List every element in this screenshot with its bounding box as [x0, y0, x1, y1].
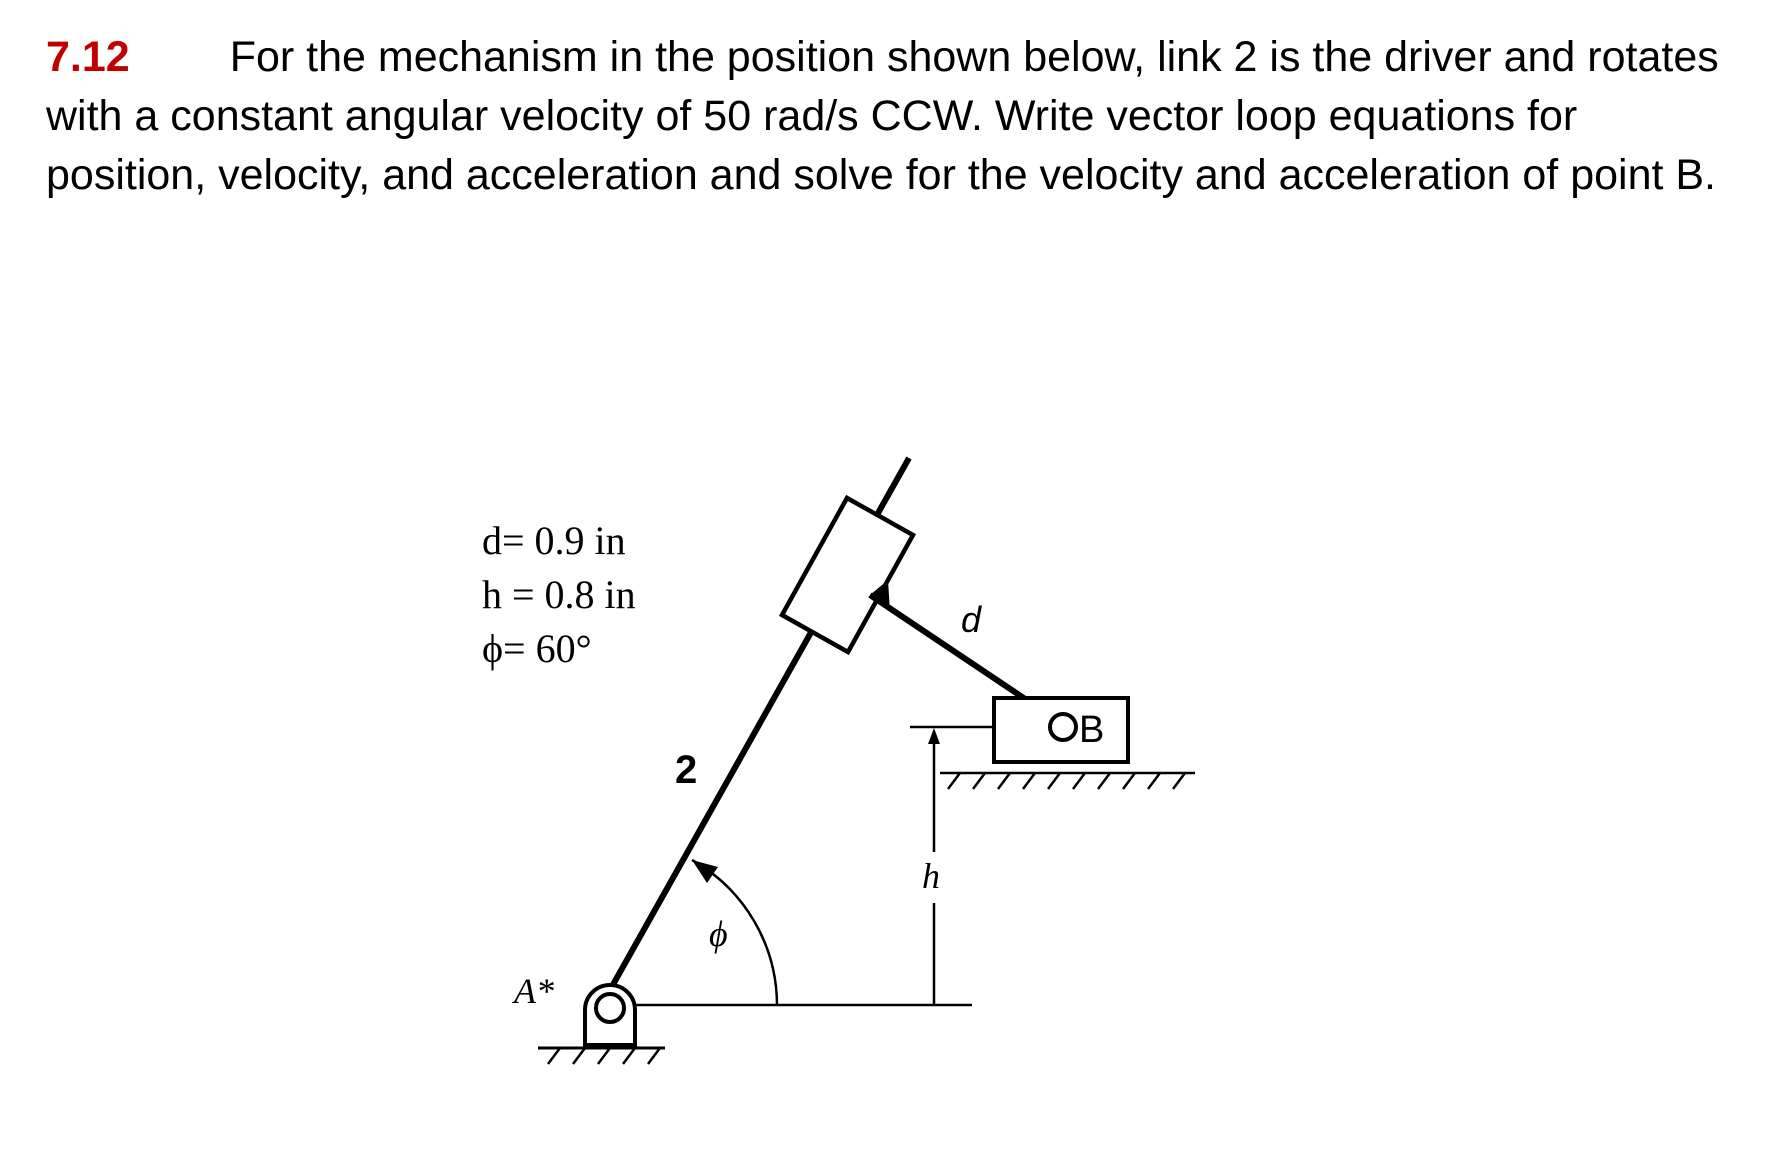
h-arrow	[928, 728, 940, 744]
label-d: d	[961, 599, 982, 640]
label-b: B	[1079, 709, 1105, 751]
phi-arrow	[692, 860, 718, 883]
ground-hatch-a	[548, 1048, 660, 1064]
given-d: d= 0.9 in	[482, 518, 626, 563]
phi-arc	[692, 860, 777, 1005]
problem-number: 7.12	[46, 33, 130, 81]
given-h: h = 0.8 in	[482, 572, 636, 617]
label-a: A*	[514, 971, 554, 1011]
label-h: h	[922, 856, 940, 896]
slider-block	[782, 498, 913, 652]
pin-b	[1050, 714, 1076, 740]
problem-text: For the mechanism in the position shown below, link 2 is the driver and rotates with a constant angular velocity of 50 rad/s CCW. Write vector loop equations for position, velocity, and acceleration and solve for the velocity and acceleration of point B.	[46, 33, 1719, 199]
pivot-a-pin	[596, 994, 624, 1022]
label-link-2: 2	[675, 748, 698, 792]
label-phi: ϕ	[709, 914, 728, 954]
given-phi: ϕ= 60°	[482, 626, 592, 671]
ground-hatch-b	[948, 773, 1185, 789]
